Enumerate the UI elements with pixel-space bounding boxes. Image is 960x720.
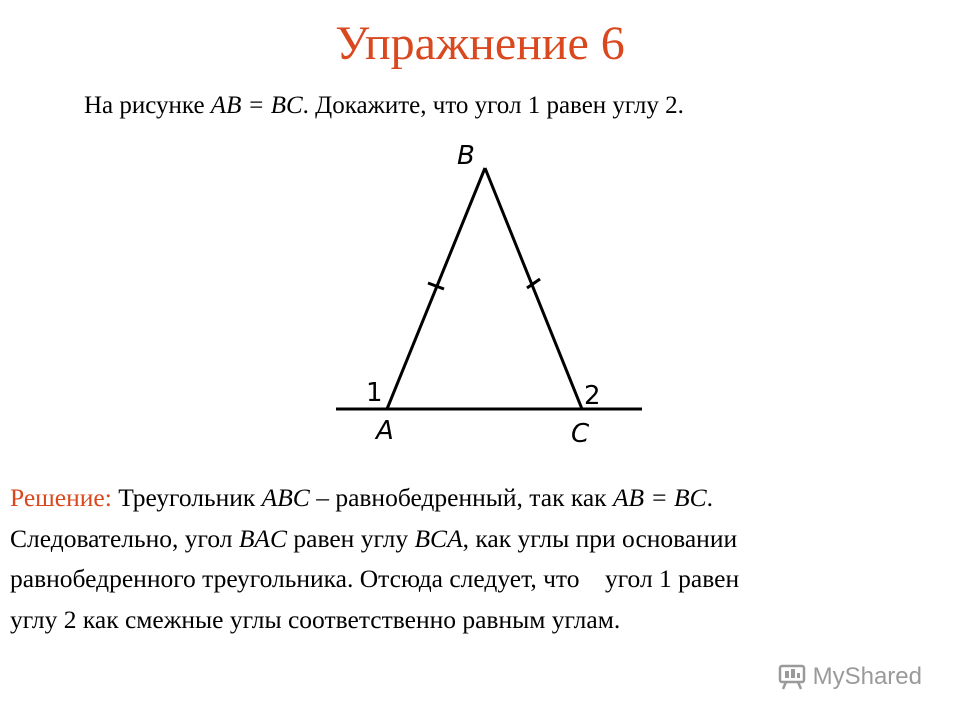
solution-line-1 [10, 478, 945, 519]
angle-bca: BCA [414, 523, 463, 553]
triangle-name: ABC [261, 483, 310, 512]
page-title: Упражнение 6 [335, 17, 625, 70]
solution-text [10, 478, 945, 640]
task-suffix: . Докажите, что угол 1 равен углу 2. [302, 92, 684, 119]
vertex-a-label: A [376, 416, 394, 446]
presentation-board-icon [777, 662, 807, 692]
solution-text-fragment: – равнобедренный, так как [309, 483, 613, 512]
angle-2-label: 2 [584, 381, 601, 411]
task-equality: AB = BC [210, 92, 303, 119]
solution-text-fragment: , как углы при основании [462, 523, 738, 553]
solution-line-3: равнобедренного треугольника. Отсюда следует, что угол 1 равен [10, 564, 740, 593]
side-bc [485, 168, 582, 409]
angle-bac: BAC [238, 523, 288, 553]
watermark-text: MyShared [812, 663, 922, 690]
side-ab [387, 168, 485, 409]
task-statement [84, 88, 904, 124]
solution-text-fragment: Следовательно, угол [10, 523, 239, 553]
solution-text-fragment: Треугольник [111, 483, 262, 512]
task-prefix: На рисунке [84, 92, 211, 119]
solution-label: Решение: [10, 483, 112, 512]
solution-line-2 [10, 519, 945, 560]
vertex-b-label: B [457, 141, 475, 171]
watermark [777, 662, 922, 692]
angle-1-label: 1 [366, 378, 383, 408]
vertex-c-label: C [571, 419, 590, 449]
triangle-figure [320, 130, 660, 450]
solution-line-4: углу 2 как смежные углы соответственно равным углам. [10, 604, 621, 634]
solution-text-fragment: равен углу [287, 523, 415, 553]
solution-text-fragment: . [706, 483, 714, 512]
solution-equality: AB = BC [612, 483, 707, 512]
